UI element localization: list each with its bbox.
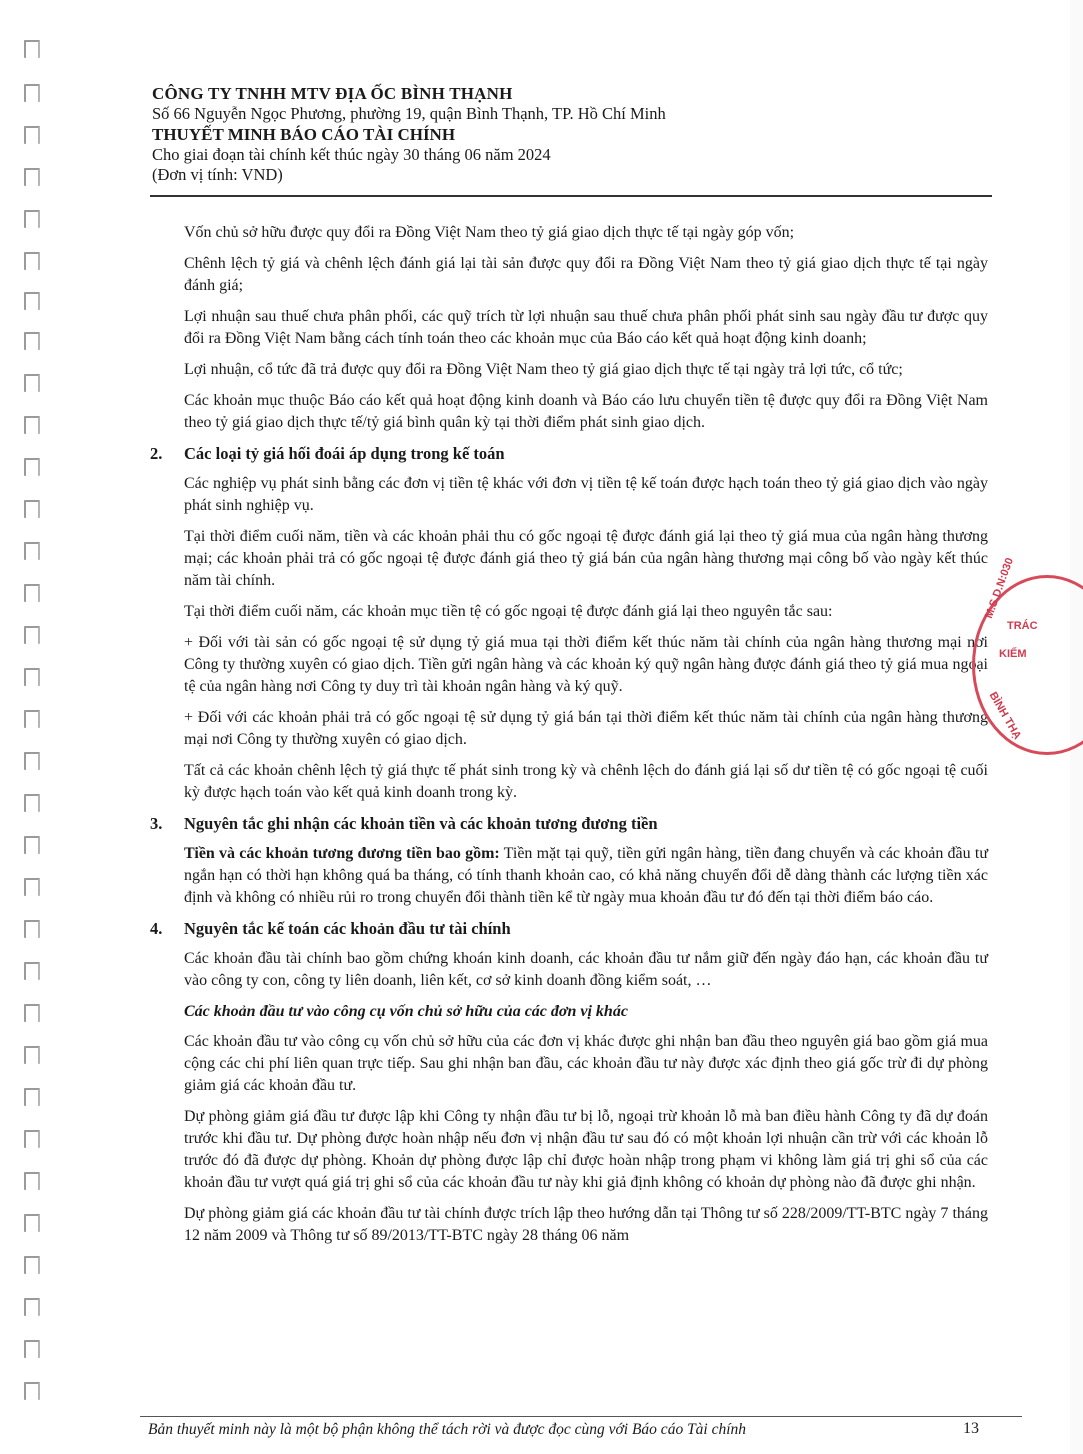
page-number: 13 (963, 1420, 979, 1437)
binding-hole (24, 752, 40, 770)
paragraph (184, 843, 988, 909)
section-heading-2 (150, 443, 988, 465)
binding-hole (24, 84, 40, 102)
binding-hole (24, 40, 40, 58)
paragraph-text: Tiền mặt tại quỹ, tiền gửi ngân hàng, tiền đang chuyển và các khoản đầu tư ngắn hạn có thời hạn không quá ba tháng, có tính thanh khoản cao, có khả năng chuyển đổi dễ dàng thành các lượng tiền xác định và không có nhiều rủi ro trong chuyển đổi thành tiền kể từ ngày mua khoản đầu tư đó đến tại thời điểm báo cáo. (184, 845, 988, 906)
binding-hole (24, 1256, 40, 1274)
binding-hole (24, 1088, 40, 1106)
binding-holes (18, 30, 48, 1430)
paragraph: Vốn chủ sở hữu được quy đổi ra Đồng Việt Nam theo tỷ giá giao dịch thực tế tại ngày góp vốn; (184, 224, 795, 241)
binding-hole (24, 1340, 40, 1358)
binding-hole (24, 210, 40, 228)
section-heading-4 (150, 918, 988, 940)
binding-hole (24, 500, 40, 518)
section-number: 3. (150, 814, 163, 833)
paragraph-lead: Tiền và các khoản tương đương tiền bao gồm: (184, 845, 500, 862)
reporting-period: Cho giai đoạn tài chính kết thúc ngày 30 tháng 06 năm 2024 (152, 145, 551, 164)
binding-hole (24, 458, 40, 476)
binding-hole (24, 1214, 40, 1232)
binding-hole (24, 920, 40, 938)
company-name: CÔNG TY TNHH MTV ĐỊA ỐC BÌNH THẠNH (152, 84, 513, 103)
binding-hole (24, 794, 40, 812)
paragraph: Các nghiệp vụ phát sinh bằng các đơn vị tiền tệ khác với đơn vị tiền tệ kế toán được hạch toán theo tỷ giá giao dịch vào ngày phát sinh nghiệp vụ. (184, 475, 988, 514)
binding-hole (24, 332, 40, 350)
paragraph: Các khoản đầu tư vào công cụ vốn chủ sở hữu của các đơn vị khác được ghi nhận ban đầu theo nguyên giá bao gồm giá mua cộng các chi phí liên quan trực tiếp. Sau ghi nhận ban đầu, các khoản đầu tư này được xác định theo giá gốc trừ đi dự phòng giảm giá các khoản đầu tư. (184, 1033, 988, 1094)
section-number: 4. (150, 919, 163, 938)
binding-hole (24, 584, 40, 602)
binding-hole (24, 962, 40, 980)
document-title: THUYẾT MINH BÁO CÁO TÀI CHÍNH (152, 125, 456, 144)
binding-hole (24, 542, 40, 560)
paragraph: Các khoản đầu tài chính bao gồm chứng khoán kinh doanh, các khoản đầu tư nắm giữ đến ngày đáo hạn, các khoản đầu tư vào công ty con, công ty liên doanh, liên kết, cơ sở kinh doanh đồng kiểm soát, … (184, 950, 988, 989)
binding-hole (24, 252, 40, 270)
binding-hole (24, 710, 40, 728)
document-header (152, 84, 992, 185)
paragraph: Dự phòng giảm giá các khoản đầu tư tài chính được trích lập theo hướng dẫn tại Thông tư số 228/2009/TT-BTC ngày 7 tháng 12 năm 2009 và Thông tư số 89/2013/TT-BTC ngày 28 tháng 06 năm (184, 1205, 988, 1244)
binding-hole (24, 1172, 40, 1190)
paragraph: Lợi nhuận, cổ tức đã trả được quy đổi ra Đồng Việt Nam theo tỷ giá giao dịch thực tế tại ngày trả lợi tức, cổ tức; (184, 361, 903, 378)
subheading: Các khoản đầu tư vào công cụ vốn chủ sở hữu của các đơn vị khác (184, 1003, 628, 1020)
paragraph: + Đối với tài sản có gốc ngoại tệ sử dụng tỷ giá mua tại thời điểm kết thúc năm tài chính của ngân hàng thương mại nơi Công ty thường xuyên có giao dịch. Tiền gửi ngân hàng và các khoản ký quỹ ngân hàng được đánh giá theo tỷ giá mua ngoại tệ của ngân hàng nơi Công ty duy trì tài khoản ngân hàng và ký quỹ. (184, 634, 988, 695)
section-heading-3 (150, 813, 988, 835)
section-number: 2. (150, 444, 163, 463)
binding-hole (24, 836, 40, 854)
binding-hole (24, 1382, 40, 1400)
paragraph: Dự phòng giảm giá đầu tư được lập khi Công ty nhận đầu tư bị lỗ, ngoại trừ khoản lỗ mà ban điều hành Công ty đã dự đoán trước khi đầu tư. Dự phòng được hoàn nhập nếu đơn vị nhận đầu tư sau đó có một khoản lợi nhuận cần trừ với các khoản lỗ trước đó đã được dự phòng. Khoản dự phòng được lập chỉ được hoàn nhập trong phạm vi không làm giá trị ghi sổ của các khoản đầu tư vượt quá giá trị ghi sổ của các khoản đầu tư này khi giả định không có khoản dự phòng nào đã được ghi nhận. (184, 1108, 988, 1191)
document-body (150, 222, 988, 1256)
seal-text: TRÁC (1007, 620, 1038, 632)
binding-hole (24, 1046, 40, 1064)
paragraph: + Đối với các khoản phải trả có gốc ngoại tệ sử dụng tỷ giá bán tại thời điểm kết thúc năm tài chính của ngân hàng thương mại nơi Công ty thường xuyên có giao dịch. (184, 709, 988, 748)
paragraph: Tại thời điểm cuối năm, tiền và các khoản phải thu có gốc ngoại tệ được đánh giá lại theo tỷ giá mua của ngân hàng thương mại; các khoản phải trả có gốc ngoại tệ được đánh giá theo tỷ giá bán của ngân hàng thương mại công bố vào ngày kết thúc năm tài chính. (184, 528, 988, 589)
paragraph: Tất cả các khoản chênh lệch tỷ giá thực tế phát sinh trong kỳ và chênh lệch do đánh giá lại số dư tiền tệ có gốc ngoại tệ cuối kỳ được hạch toán vào kết quả kinh doanh trong kỳ. (184, 762, 988, 801)
binding-hole (24, 126, 40, 144)
binding-hole (24, 374, 40, 392)
binding-hole (24, 668, 40, 686)
header-divider (150, 195, 992, 197)
binding-hole (24, 1004, 40, 1022)
binding-hole (24, 168, 40, 186)
footer-note: Bản thuyết minh này là một bộ phận không thể tách rời và được đọc cùng với Báo cáo Tài chính (148, 1421, 747, 1438)
seal-text: M.S.D.N:030 (983, 556, 1017, 621)
binding-hole (24, 416, 40, 434)
section-title: Các loại tỷ giá hối đoái áp dụng trong kế toán (184, 444, 505, 463)
paragraph: Tại thời điểm cuối năm, các khoản mục tiền tệ có gốc ngoại tệ được đánh giá lại theo nguyên tắc sau: (184, 603, 833, 620)
seal-text: BÌNH THẠ (986, 690, 1024, 742)
paragraph: Chênh lệch tỷ giá và chênh lệch đánh giá lại tài sản được quy đổi ra Đồng Việt Nam theo tỷ giá giao dịch thực tế tại ngày đánh giá; (184, 255, 988, 294)
section-title: Nguyên tắc kế toán các khoản đầu tư tài chính (184, 919, 511, 938)
currency-unit: (Đơn vị tính: VND) (152, 165, 283, 184)
footer-divider (140, 1416, 1022, 1417)
seal-text: KIẾM (999, 648, 1027, 660)
company-address: Số 66 Nguyễn Ngọc Phương, phường 19, quận Bình Thạnh, TP. Hồ Chí Minh (152, 104, 666, 123)
binding-hole (24, 1130, 40, 1148)
binding-hole (24, 292, 40, 310)
binding-hole (24, 626, 40, 644)
section-title: Nguyên tắc ghi nhận các khoản tiền và các khoản tương đương tiền (184, 814, 658, 833)
binding-hole (24, 1298, 40, 1316)
binding-hole (24, 878, 40, 896)
company-seal-stamp (972, 556, 1083, 755)
paragraph: Các khoản mục thuộc Báo cáo kết quả hoạt động kinh doanh và Báo cáo lưu chuyển tiền tệ được quy đổi ra Đồng Việt Nam theo tỷ giá giao dịch thực tế/tỷ giá bình quân kỳ tại thời điểm phát sinh giao dịch. (184, 392, 988, 431)
paragraph: Lợi nhuận sau thuế chưa phân phối, các quỹ trích từ lợi nhuận sau thuế chưa phân phối phát sinh sau ngày đầu tư được quy đổi ra Đồng Việt Nam bằng cách tính toán theo các khoản mục của Báo cáo kết quả hoạt động kinh doanh; (184, 308, 988, 347)
